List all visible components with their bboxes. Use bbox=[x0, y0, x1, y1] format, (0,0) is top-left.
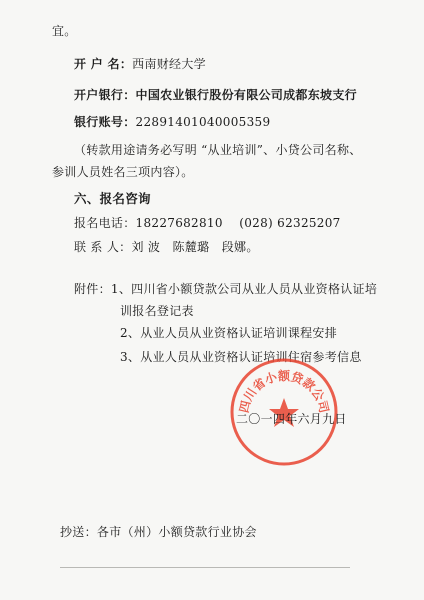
account-name-label: 开 户 名： bbox=[74, 57, 133, 71]
footer-divider bbox=[60, 567, 350, 568]
section-title: 六、报名咨询 bbox=[74, 191, 151, 206]
continuation-text: 宜。 bbox=[52, 24, 77, 38]
phone-label: 报名电话： bbox=[74, 216, 136, 230]
cc-label: 抄送： bbox=[60, 525, 97, 539]
account-number-label: 银行账号： bbox=[74, 115, 136, 129]
contact-label: 联 系 人： bbox=[74, 240, 132, 254]
attachment1-line1: 1、四川省小额贷款公司从业人员从业资格认证培 bbox=[110, 282, 378, 296]
remittance-note-line2: 参训人员姓名三项内容）。 bbox=[52, 165, 194, 179]
phone-value: 18227682810 (028) 62325207 bbox=[135, 216, 341, 230]
attachment1-row bbox=[74, 282, 377, 296]
issue-date: 二〇一四年六月九日 bbox=[236, 412, 347, 426]
bank-row bbox=[74, 88, 357, 102]
attachment2: 2、从业人员从业资格认证培训课程安排 bbox=[120, 326, 338, 340]
account-name-row bbox=[74, 57, 206, 71]
attachment3: 3、从业人员从业资格认证培训住宿参考信息 bbox=[120, 350, 362, 364]
phone-row bbox=[74, 216, 341, 230]
seal-text: 四川省小额贷款公司 bbox=[236, 369, 332, 415]
bank-value: 中国农业银行股份有限公司成都东坡支行 bbox=[135, 88, 357, 102]
account-number-value: 22891401040005359 bbox=[135, 115, 271, 129]
attachments-label: 附件： bbox=[74, 282, 111, 296]
account-number-row bbox=[74, 115, 270, 129]
account-name-value: 西南财经大学 bbox=[132, 57, 206, 71]
contact-row bbox=[74, 240, 259, 254]
cc-value: 各市（州）小额贷款行业协会 bbox=[96, 525, 257, 539]
contact-names: 刘 波 陈麓璐 段娜。 bbox=[131, 240, 259, 254]
bank-label: 开户银行： bbox=[74, 88, 136, 102]
attachment1-line2: 训报名登记表 bbox=[120, 304, 194, 318]
cc-row bbox=[60, 525, 257, 539]
remittance-note-line1: （转款用途请务必写明 “从业培训”、小贷公司名称、 bbox=[74, 143, 362, 157]
